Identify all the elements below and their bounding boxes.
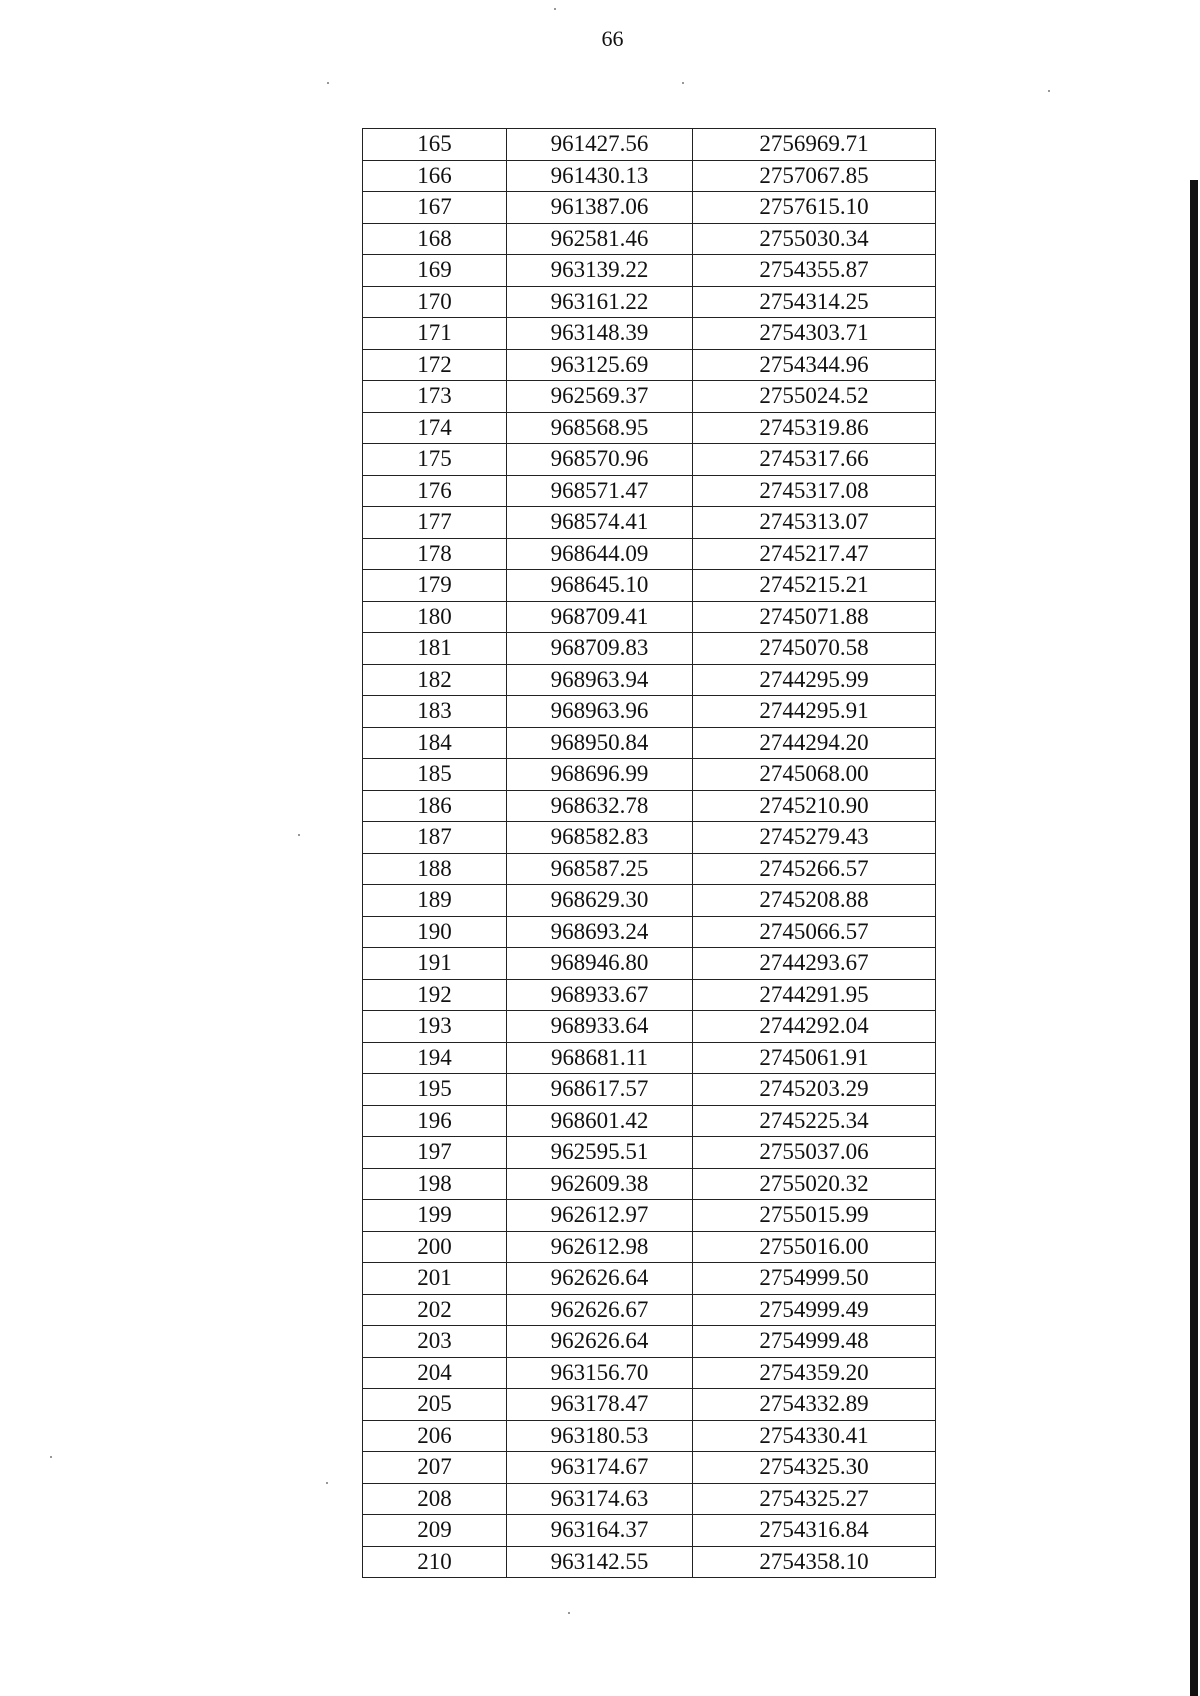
- x-coordinate-cell: 961427.56: [507, 129, 693, 161]
- y-coordinate-cell: 2745319.86: [693, 412, 936, 444]
- coordinate-table-body: [363, 129, 936, 1578]
- x-coordinate-cell: 963174.63: [507, 1483, 693, 1515]
- table-row: [363, 286, 936, 318]
- y-coordinate-cell: 2754359.20: [693, 1357, 936, 1389]
- x-coordinate-cell: 968946.80: [507, 948, 693, 980]
- point-number-cell: 181: [363, 633, 507, 665]
- y-coordinate-cell: 2754344.96: [693, 349, 936, 381]
- table-row: [363, 1546, 936, 1578]
- table-row: [363, 885, 936, 917]
- point-number-cell: 210: [363, 1546, 507, 1578]
- x-coordinate-cell: 968950.84: [507, 727, 693, 759]
- x-coordinate-cell: 968933.67: [507, 979, 693, 1011]
- x-coordinate-cell: 963125.69: [507, 349, 693, 381]
- scan-speck: [568, 1612, 570, 1614]
- scan-speck: [50, 1456, 52, 1458]
- scan-speck: [554, 8, 556, 10]
- x-coordinate-cell: 963142.55: [507, 1546, 693, 1578]
- y-coordinate-cell: 2745208.88: [693, 885, 936, 917]
- point-number-cell: 179: [363, 570, 507, 602]
- point-number-cell: 167: [363, 192, 507, 224]
- table-row: [363, 129, 936, 161]
- y-coordinate-cell: 2744294.20: [693, 727, 936, 759]
- page-number: 66: [601, 26, 624, 51]
- y-coordinate-cell: 2757615.10: [693, 192, 936, 224]
- y-coordinate-cell: 2745215.21: [693, 570, 936, 602]
- x-coordinate-cell: 962609.38: [507, 1168, 693, 1200]
- table-row: [363, 1011, 936, 1043]
- y-coordinate-cell: 2744292.04: [693, 1011, 936, 1043]
- y-coordinate-cell: 2754303.71: [693, 318, 936, 350]
- table-row: [363, 1294, 936, 1326]
- point-number-cell: 187: [363, 822, 507, 854]
- x-coordinate-cell: 962612.98: [507, 1231, 693, 1263]
- y-coordinate-cell: 2745070.58: [693, 633, 936, 665]
- x-coordinate-cell: 962569.37: [507, 381, 693, 413]
- x-coordinate-cell: 961387.06: [507, 192, 693, 224]
- point-number-cell: 169: [363, 255, 507, 287]
- point-number-cell: 206: [363, 1420, 507, 1452]
- table-row: [363, 1326, 936, 1358]
- y-coordinate-cell: 2754316.84: [693, 1515, 936, 1547]
- point-number-cell: 201: [363, 1263, 507, 1295]
- table-row: [363, 1357, 936, 1389]
- y-coordinate-cell: 2754999.48: [693, 1326, 936, 1358]
- x-coordinate-cell: 968582.83: [507, 822, 693, 854]
- point-number-cell: 208: [363, 1483, 507, 1515]
- x-coordinate-cell: 963156.70: [507, 1357, 693, 1389]
- table-row: [363, 853, 936, 885]
- y-coordinate-cell: 2755030.34: [693, 223, 936, 255]
- x-coordinate-cell: 968709.41: [507, 601, 693, 633]
- table-row: [363, 916, 936, 948]
- y-coordinate-cell: 2756969.71: [693, 129, 936, 161]
- y-coordinate-cell: 2745071.88: [693, 601, 936, 633]
- y-coordinate-cell: 2755016.00: [693, 1231, 936, 1263]
- y-coordinate-cell: 2755024.52: [693, 381, 936, 413]
- x-coordinate-cell: 968963.94: [507, 664, 693, 696]
- table-row: [363, 1137, 936, 1169]
- table-row: [363, 979, 936, 1011]
- x-coordinate-cell: 968574.41: [507, 507, 693, 539]
- y-coordinate-cell: 2755015.99: [693, 1200, 936, 1232]
- y-coordinate-cell: 2755037.06: [693, 1137, 936, 1169]
- point-number-cell: 198: [363, 1168, 507, 1200]
- table-row: [363, 444, 936, 476]
- x-coordinate-cell: 968693.24: [507, 916, 693, 948]
- table-row: [363, 1074, 936, 1106]
- x-coordinate-cell: 968645.10: [507, 570, 693, 602]
- x-coordinate-cell: 962595.51: [507, 1137, 693, 1169]
- x-coordinate-cell: 963174.67: [507, 1452, 693, 1484]
- y-coordinate-cell: 2754325.27: [693, 1483, 936, 1515]
- table-row: [363, 601, 936, 633]
- y-coordinate-cell: 2745203.29: [693, 1074, 936, 1106]
- table-row: [363, 255, 936, 287]
- y-coordinate-cell: 2745317.66: [693, 444, 936, 476]
- y-coordinate-cell: 2744295.99: [693, 664, 936, 696]
- x-coordinate-cell: 963180.53: [507, 1420, 693, 1452]
- point-number-cell: 172: [363, 349, 507, 381]
- x-coordinate-cell: 963139.22: [507, 255, 693, 287]
- scan-speck: [326, 1482, 328, 1484]
- y-coordinate-cell: 2754325.30: [693, 1452, 936, 1484]
- point-number-cell: 178: [363, 538, 507, 570]
- point-number-cell: 195: [363, 1074, 507, 1106]
- x-coordinate-cell: 968644.09: [507, 538, 693, 570]
- x-coordinate-cell: 962581.46: [507, 223, 693, 255]
- point-number-cell: 192: [363, 979, 507, 1011]
- x-coordinate-cell: 963161.22: [507, 286, 693, 318]
- point-number-cell: 173: [363, 381, 507, 413]
- point-number-cell: 180: [363, 601, 507, 633]
- table-row: [363, 1389, 936, 1421]
- x-coordinate-cell: 968709.83: [507, 633, 693, 665]
- table-row: [363, 507, 936, 539]
- y-coordinate-cell: 2745317.08: [693, 475, 936, 507]
- point-number-cell: 190: [363, 916, 507, 948]
- point-number-cell: 191: [363, 948, 507, 980]
- table-row: [363, 633, 936, 665]
- point-number-cell: 168: [363, 223, 507, 255]
- y-coordinate-cell: 2754314.25: [693, 286, 936, 318]
- x-coordinate-cell: 962626.67: [507, 1294, 693, 1326]
- point-number-cell: 171: [363, 318, 507, 350]
- table-row: [363, 1231, 936, 1263]
- table-row: [363, 349, 936, 381]
- x-coordinate-cell: 963164.37: [507, 1515, 693, 1547]
- point-number-cell: 207: [363, 1452, 507, 1484]
- table-row: [363, 759, 936, 791]
- point-number-cell: 189: [363, 885, 507, 917]
- y-coordinate-cell: 2754999.50: [693, 1263, 936, 1295]
- table-row: [363, 1515, 936, 1547]
- x-coordinate-cell: 968587.25: [507, 853, 693, 885]
- y-coordinate-cell: 2745068.00: [693, 759, 936, 791]
- x-coordinate-cell: 968617.57: [507, 1074, 693, 1106]
- x-coordinate-cell: 968570.96: [507, 444, 693, 476]
- table-row: [363, 1105, 936, 1137]
- point-number-cell: 170: [363, 286, 507, 318]
- y-coordinate-cell: 2745210.90: [693, 790, 936, 822]
- y-coordinate-cell: 2755020.32: [693, 1168, 936, 1200]
- point-number-cell: 194: [363, 1042, 507, 1074]
- y-coordinate-cell: 2754332.89: [693, 1389, 936, 1421]
- scan-speck: [327, 82, 329, 84]
- x-coordinate-cell: 968568.95: [507, 412, 693, 444]
- x-coordinate-cell: 968571.47: [507, 475, 693, 507]
- point-number-cell: 205: [363, 1389, 507, 1421]
- y-coordinate-cell: 2745266.57: [693, 853, 936, 885]
- table-row: [363, 696, 936, 728]
- table-row: [363, 475, 936, 507]
- point-number-cell: 196: [363, 1105, 507, 1137]
- x-coordinate-cell: 963178.47: [507, 1389, 693, 1421]
- point-number-cell: 176: [363, 475, 507, 507]
- point-number-cell: 165: [363, 129, 507, 161]
- table-row: [363, 1483, 936, 1515]
- table-row: [363, 538, 936, 570]
- x-coordinate-cell: 963148.39: [507, 318, 693, 350]
- point-number-cell: 183: [363, 696, 507, 728]
- point-number-cell: 204: [363, 1357, 507, 1389]
- x-coordinate-cell: 962612.97: [507, 1200, 693, 1232]
- point-number-cell: 186: [363, 790, 507, 822]
- y-coordinate-cell: 2745225.34: [693, 1105, 936, 1137]
- y-coordinate-cell: 2754999.49: [693, 1294, 936, 1326]
- x-coordinate-cell: 968601.42: [507, 1105, 693, 1137]
- table-row: [363, 381, 936, 413]
- point-number-cell: 203: [363, 1326, 507, 1358]
- x-coordinate-cell: 962626.64: [507, 1263, 693, 1295]
- table-row: [363, 1200, 936, 1232]
- table-row: [363, 1042, 936, 1074]
- table-row: [363, 570, 936, 602]
- y-coordinate-cell: 2744293.67: [693, 948, 936, 980]
- x-coordinate-cell: 961430.13: [507, 160, 693, 192]
- table-row: [363, 1452, 936, 1484]
- table-row: [363, 412, 936, 444]
- table-row: [363, 1168, 936, 1200]
- y-coordinate-cell: 2754330.41: [693, 1420, 936, 1452]
- y-coordinate-cell: 2745313.07: [693, 507, 936, 539]
- table-row: [363, 1263, 936, 1295]
- table-row: [363, 664, 936, 696]
- point-number-cell: 202: [363, 1294, 507, 1326]
- y-coordinate-cell: 2757067.85: [693, 160, 936, 192]
- coordinate-table: [362, 128, 936, 1578]
- point-number-cell: 184: [363, 727, 507, 759]
- scan-edge-bar: [1190, 180, 1198, 1696]
- y-coordinate-cell: 2754355.87: [693, 255, 936, 287]
- x-coordinate-cell: 968629.30: [507, 885, 693, 917]
- y-coordinate-cell: 2745217.47: [693, 538, 936, 570]
- scan-speck: [298, 834, 300, 836]
- point-number-cell: 185: [363, 759, 507, 791]
- point-number-cell: 182: [363, 664, 507, 696]
- x-coordinate-cell: 968681.11: [507, 1042, 693, 1074]
- point-number-cell: 175: [363, 444, 507, 476]
- table-row: [363, 790, 936, 822]
- y-coordinate-cell: 2745279.43: [693, 822, 936, 854]
- y-coordinate-cell: 2745061.91: [693, 1042, 936, 1074]
- x-coordinate-cell: 968696.99: [507, 759, 693, 791]
- table-row: [363, 192, 936, 224]
- point-number-cell: 200: [363, 1231, 507, 1263]
- x-coordinate-cell: 968933.64: [507, 1011, 693, 1043]
- table-row: [363, 822, 936, 854]
- point-number-cell: 174: [363, 412, 507, 444]
- point-number-cell: 197: [363, 1137, 507, 1169]
- scan-speck: [682, 82, 684, 84]
- table-row: [363, 160, 936, 192]
- x-coordinate-cell: 968963.96: [507, 696, 693, 728]
- point-number-cell: 193: [363, 1011, 507, 1043]
- table-row: [363, 318, 936, 350]
- point-number-cell: 188: [363, 853, 507, 885]
- scan-speck: [1048, 90, 1050, 92]
- x-coordinate-cell: 968632.78: [507, 790, 693, 822]
- table-row: [363, 1420, 936, 1452]
- y-coordinate-cell: 2754358.10: [693, 1546, 936, 1578]
- table-row: [363, 727, 936, 759]
- table-row: [363, 948, 936, 980]
- table-row: [363, 223, 936, 255]
- y-coordinate-cell: 2745066.57: [693, 916, 936, 948]
- point-number-cell: 166: [363, 160, 507, 192]
- point-number-cell: 209: [363, 1515, 507, 1547]
- y-coordinate-cell: 2744291.95: [693, 979, 936, 1011]
- y-coordinate-cell: 2744295.91: [693, 696, 936, 728]
- x-coordinate-cell: 962626.64: [507, 1326, 693, 1358]
- point-number-cell: 199: [363, 1200, 507, 1232]
- point-number-cell: 177: [363, 507, 507, 539]
